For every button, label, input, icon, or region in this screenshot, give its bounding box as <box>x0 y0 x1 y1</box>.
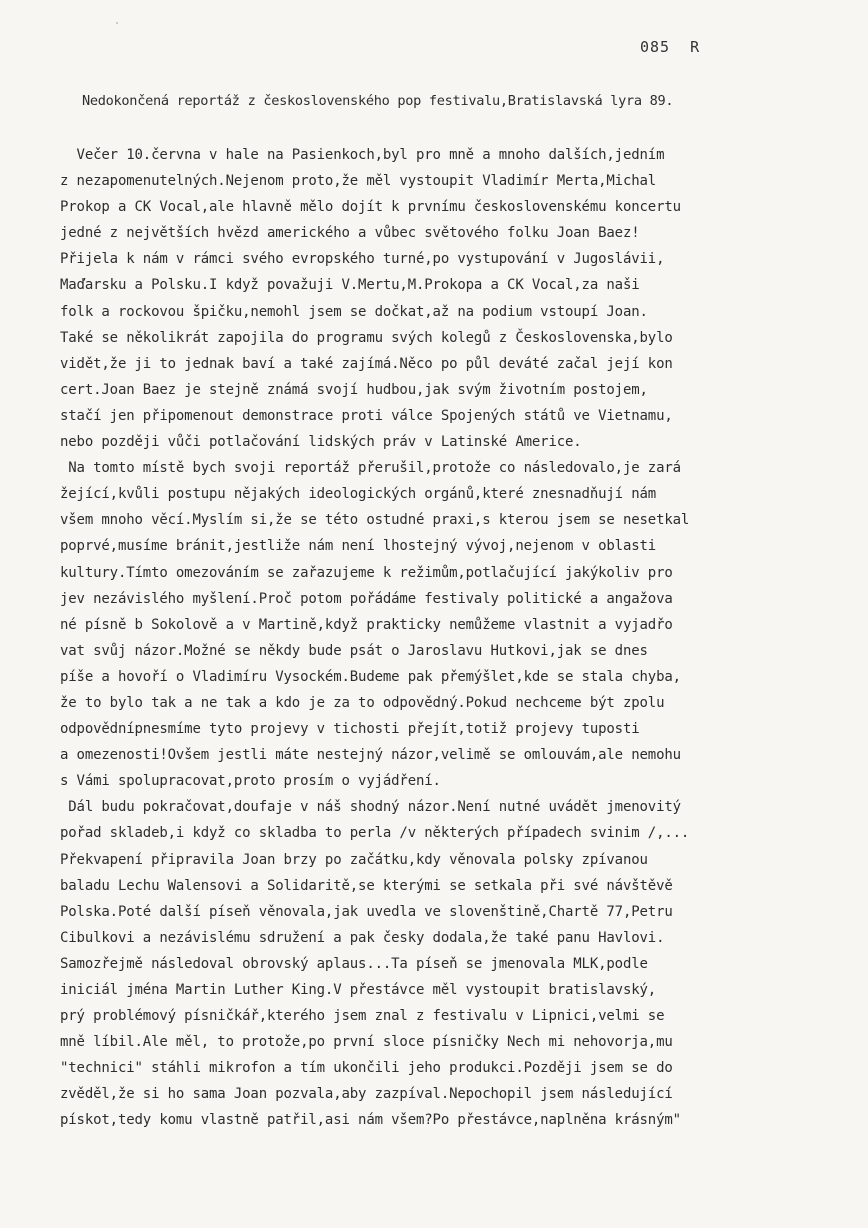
text-line: Cibulkovi a nezávislému sdružení a pak česky dodala,že také panu Havlovi. <box>60 929 665 946</box>
text-line: poprvé,musíme bránit,jestliže nám není lhostejný vývoj,nejenom v oblasti <box>60 538 657 555</box>
text-line: žející,kvůli postupu nějakých ideologických orgánů,které znesnadňují nám <box>60 486 657 503</box>
text-line: Také se několikrát zapojila do programu svých kolegů z Československa,bylo <box>60 329 673 346</box>
text-line: s Vámi spolupracovat,proto prosím o vyjádření. <box>60 773 441 790</box>
text-line: Přijela k nám v rámci svého evropského turné,po vystupování v Jugoslávii, <box>60 251 665 268</box>
text-line: nebo později vůči potlačování lidských práv v Latinské Americe. <box>60 434 582 451</box>
text-line: vidět,že ji to jednak baví a také zajímá.Něco po půl deváté začal její kon <box>60 355 673 372</box>
text-line: stačí jen připomenout demonstrace proti válce Spojených států ve Vietnamu, <box>60 407 673 424</box>
text-line: Maďarsku a Polsku.I když považuji V.Mertu,M.Prokopa a CK Vocal,za naši <box>60 277 640 294</box>
page-number: 085 R <box>640 38 701 56</box>
text-line: Prokop a CK Vocal,ale hlavně mělo dojít k prvnímu československému koncertu <box>60 199 681 216</box>
text-line: Polska.Poté další píseň věnovala,jak uvedla ve slovenštině,Chartě 77,Petru <box>60 903 673 920</box>
text-line: Večer 10.června v hale na Pasienkoch,byl pro mně a mnoho dalších,jedním <box>60 147 665 163</box>
text-line: vat svůj názor.Možné se někdy bude psát o Jaroslavu Hutkovi,jak se dnes <box>60 642 648 659</box>
text-line: jedné z největších hvězd amerického a vůbec světového folku Joan Baez! <box>60 225 640 242</box>
text-line: Na tomto místě bych svoji reportáž přerušil,protože co následovalo,je zará <box>60 460 681 477</box>
text-line: prý problémový písničkář,kterého jsem znal z festivalu v Lipnici,velmi se <box>60 1008 665 1025</box>
text-line: kultury.Tímto omezováním se zařazujeme k režimům,potlačující jakýkoliv pro <box>60 564 673 581</box>
text-line: píše a hovoří o Vladimíru Vysockém.Budeme pak přemýšlet,kde se stala chyba, <box>60 668 681 685</box>
text-line: jev nezávislého myšlení.Proč potom pořádáme festivaly politické a angažova <box>60 590 673 607</box>
text-line: zvěděl,že si ho sama Joan pozvala,aby zazpíval.Nepochopil jsem následující <box>60 1086 673 1103</box>
text-line: a omezenosti!Ovšem jestli máte nestejný názor,velimě se omlouvám,ale nemohu <box>60 747 681 764</box>
text-line: pořad skladeb,i když co skladba to perla /v některých případech svinim /,... <box>60 825 690 842</box>
text-line: baladu Lechu Walensovi a Solidaritě,se kterými se setkala při své návštěvě <box>60 877 673 894</box>
text-line: že to bylo tak a ne tak a kdo je za to odpovědný.Pokud nechceme být zpolu <box>60 694 665 711</box>
text-line: folk a rockovou špičku,nemohl jsem se dočkat,až na podium vstoupí Joan. <box>60 303 648 320</box>
paper-speck <box>116 22 118 24</box>
text-line: z nezapomenutelných.Nejenom proto,že měl vystoupit Vladimír Merta,Michal <box>60 173 657 190</box>
text-line: odpovědnípnesmíme tyto projevy v tichosti přejít,totiž projevy tuposti <box>60 721 640 738</box>
text-line: pískot,tedy komu vlastně patřil,asi nám všem?Po přestávce,naplněna krásným" <box>60 1112 681 1129</box>
text-line: cert.Joan Baez je stejně známá svojí hudbou,jak svým životním postojem, <box>60 381 648 398</box>
text-line: né písně b Sokolově a v Martině,když prakticky nemůžeme vlastnit a vyjadřo <box>60 616 673 633</box>
text-line: Samozřejmě následoval obrovský aplaus...Ta píseň se jmenovala MLK,podle <box>60 955 648 972</box>
text-line: mně líbil.Ale měl, to protože,po první sloce písničky Nech mi nehovorja,mu <box>60 1034 673 1051</box>
document-title: Nedokončená reportáž z československého pop festivalu,Bratislavská lyra 89. <box>82 93 674 109</box>
text-line: "technici" stáhli mikrofon a tím ukončili jeho produkci.Později jsem se do <box>60 1060 673 1077</box>
text-line: iniciál jména Martin Luther King.V přestávce měl vystoupit bratislavský, <box>60 982 657 998</box>
text-line: Dál budu pokračovat,doufaje v náš shodný názor.Není nutné uvádět jmenovitý <box>60 799 681 816</box>
text-line: všem mnoho věcí.Myslím si,že se této ostudné praxi,s kterou jsem se nesetkal <box>60 512 690 529</box>
body-text <box>60 142 860 1134</box>
text-line: Překvapení připravila Joan brzy po začátku,kdy věnovala polsky zpívanou <box>60 851 648 868</box>
